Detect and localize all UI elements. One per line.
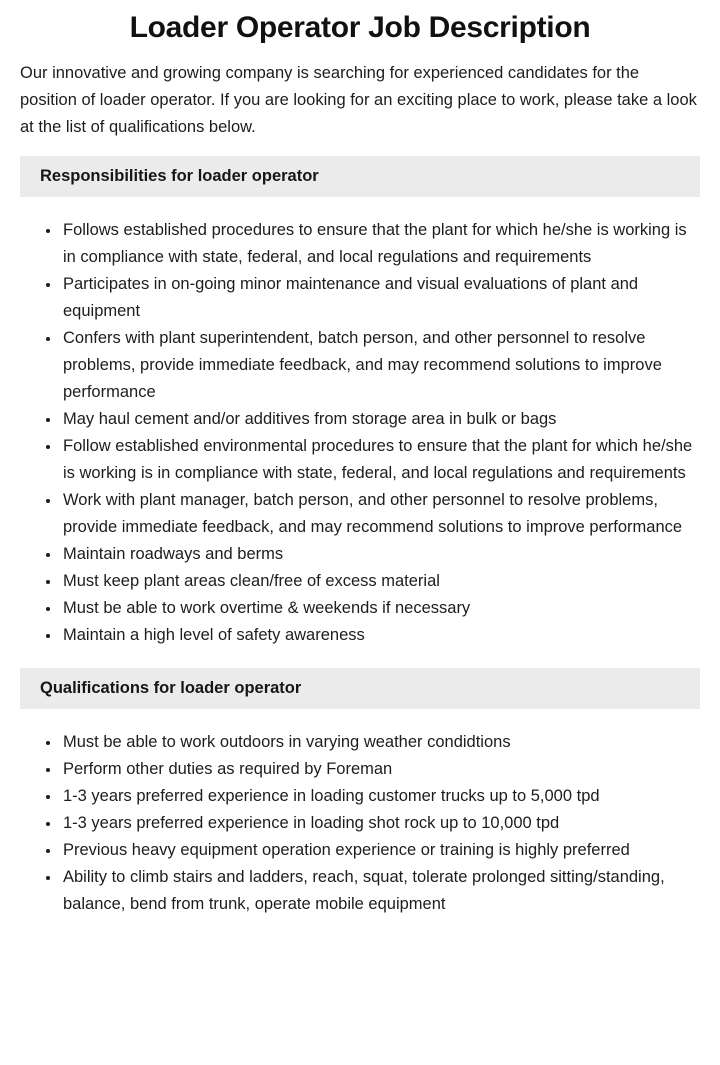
list-item: • Must be able to work outdoors in varying weather condidtions — [61, 729, 700, 756]
list-item: • Follow established environmental procedures to ensure that the plant for which he/she is working is in compliance with state, federal, and local regulations and requirements — [61, 433, 700, 487]
list-item: • Follows established procedures to ensure that the plant for which he/she is working is in compliance with state, federal, and local regulations and requirements — [61, 217, 700, 271]
list-item: • Previous heavy equipment operation experience or training is highly preferred — [61, 837, 700, 864]
qualifications-section-title: Qualifications for loader operator — [40, 679, 302, 697]
list-item: • May haul cement and/or additives from storage area in bulk or bags — [61, 406, 700, 433]
list-item: • Maintain roadways and berms — [61, 541, 700, 568]
page-title: Loader Operator Job Description — [129, 11, 591, 44]
job-description-document — [0, 8, 720, 918]
list-item: • Must be able to work overtime & weekends if necessary — [61, 595, 700, 622]
list-item: • Must keep plant areas clean/free of excess material — [61, 568, 700, 595]
list-item: • Maintain a high level of safety awareness — [61, 622, 700, 649]
qualifications-section-header — [20, 668, 700, 709]
qualifications-list — [20, 729, 700, 918]
list-item: • Confers with plant superintendent, batch person, and other personnel to resolve problems, provide immediate feedback, and may recommend solutions to improve performance — [61, 325, 700, 406]
list-item: • 1-3 years preferred experience in loading customer trucks up to 5,000 tpd — [61, 783, 700, 810]
list-item: • Perform other duties as required by Foreman — [61, 756, 700, 783]
responsibilities-section-header — [20, 156, 700, 197]
list-item: • 1-3 years preferred experience in loading shot rock up to 10,000 tpd — [61, 810, 700, 837]
intro-paragraph: Our innovative and growing company is searching for experienced candidates for the position of loader operator. If you are looking for an exciting place to work, please take a look at the list of qualifications below. — [20, 64, 697, 136]
list-item: • Ability to climb stairs and ladders, reach, squat, tolerate prolonged sitting/standing, balance, bend from trunk, operate mobile equipment — [61, 864, 700, 918]
list-item: • Participates in on-going minor maintenance and visual evaluations of plant and equipment — [61, 271, 700, 325]
responsibilities-list — [20, 217, 700, 649]
responsibilities-section-title: Responsibilities for loader operator — [40, 167, 319, 185]
list-item: • Work with plant manager, batch person, and other personnel to resolve problems, provide immediate feedback, and may recommend solutions to improve performance — [61, 487, 700, 541]
